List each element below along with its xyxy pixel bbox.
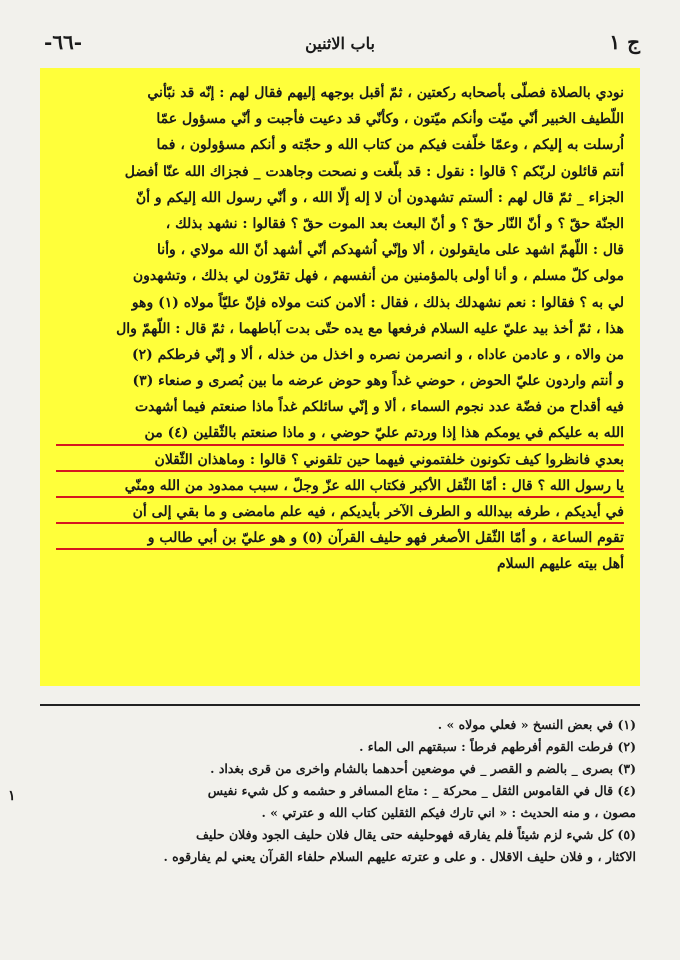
margin-mark: ١: [8, 788, 16, 804]
text-line: فيه أقداح من فضّة عدد نجوم السماء ، ألا و إنّي سائلكم غداً ماذا صنعتم فيما أشهدت: [134, 399, 624, 416]
text-line: الجزاء _ ثمّ قال لهم : ألستم تشهدون أن لا إله إلّا الله ، و أنّي رسول الله إليكم و أنّ: [135, 189, 624, 206]
body-text: [56, 80, 624, 578]
chapter-title: باب الاثنين: [305, 34, 375, 53]
footnote-line: (٤) قال في القاموس الثقل _ محركة _ : متاع المسافر و حشمه و كل شيء نفيس: [207, 783, 636, 798]
footnote-line: (٣) بصرى _ بالضم و القصر _ في موضعين أحدهما بالشام واخرى من قرى بغداد .: [210, 761, 636, 776]
text-line: الجنّة حقّ ؟ و أنّ النّار حقّ ؟ و أنّ البعث بعد الموت حقّ ؟ فقالوا : نشهد بذلك ،: [165, 215, 624, 232]
highlighted-text-block: [40, 68, 640, 686]
text-line: لي به ؟ فقالوا : نعم نشهدلك بذلك ، فقال : ألامن كنت مولاه فإنّ عليّاً مولاه (١) وهو: [131, 294, 624, 311]
footnotes: [58, 714, 636, 868]
footnote-line: (١) في بعض النسخ « فعلي مولاه » .: [437, 717, 636, 732]
underlined-text-line: بعدي فانظروا كيف تكونون خلفتموني فيهما حين تلقوني ؟ قالوا : وماهذان الثّقلان: [56, 447, 624, 473]
footnote-line: مصون ، و منه الحديث : « اني تارك فيكم الثقلين كتاب الله و عترتي » .: [261, 805, 636, 820]
text-line: أهل بيته عليهم السلام: [497, 556, 624, 573]
text-line: من والاه ، و عادمن عاداه ، و انصرمن نصره و اخذل من خذله ، ألا و إنّي فرطكم (٢): [131, 346, 624, 363]
page-number: -٦٦-: [44, 30, 83, 54]
text-line: قال : اللّهمّ اشهد على مايقولون ، ألا وإنّي اُشهدكم أنّي أشهد أنّ الله مولاي ، وأنا: [156, 242, 624, 259]
underlined-text-line: الله به عليكم في يومكم هذا إذا وردتم عليّ حوضي ، و ماذا صنعتم بالثّقلين (٤) من: [56, 420, 624, 446]
text-line: هذا ، ثمّ أخذ بيد عليّ عليه السلام فرفعها مع يده حتّى بدت آباطهما ، ثمّ قال : اللّهمّ وال: [116, 320, 624, 337]
text-line: مولى كلّ مسلم ، و أنا أولى بالمؤمنين من أنفسهم ، فهل تقرّون لي بذلك ، وتشهدون: [132, 268, 624, 285]
footnote-line: (٥) كل شيء لزم شيئاً فلم يفارقه فهوحليفه حتى يقال فلان حليف الجود وفلان حليف: [196, 827, 636, 842]
text-line: اللّطيف الخبير أنّي ميّت وأنكم ميّتون ، وكأنّي قد دعيت فأجبت و أنّي مسؤول عمّا: [156, 111, 624, 128]
text-line: اُرسلت به إليكم ، وعمّا خلّفت فيكم من كتاب الله و حجّته و أنكم مسؤولون ، فما: [156, 137, 624, 154]
text-line: و أنتم واردون عليّ الحوض ، حوضي غداً وهو حوض عرضه ما بين بُصرى و صنعاء (٣): [132, 373, 624, 390]
footnote-line: الاكثار ، و فلان حليف الاقلال . و على و عترته عليهم السلام حلفاء القرآن يعني لم يفارقوه .: [163, 849, 636, 864]
text-line: نودي بالصلاة فصلّى بأصحابه ركعتين ، ثمّ أقبل بوجهه إليهم فقال لهم : إنّه قد نبّأني: [147, 85, 624, 101]
footnote-separator: [40, 704, 640, 706]
text-line: أنتم قائلون لربّكم ؟ قالوا : نقول : قد بلّغت و نصحت وجاهدت _ فجزاك الله عنّا أفضل: [124, 163, 624, 180]
underlined-text-line: تقوم الساعة ، و أمّا الثّقل الأصغر فهو حليف القرآن (٥) و هو عليّ بن أبي طالب و: [56, 525, 624, 551]
footnote-line: (٢) فرطت القوم أفرطهم فرطاً : سبقتهم الى الماء .: [359, 739, 636, 754]
underlined-text-line: في أيديكم ، طرفه بيدالله و الطرف الآخر بأيديكم ، فيه علم مامضى و ما بقي إلى أن: [56, 499, 624, 525]
volume-label: ج ١: [609, 30, 640, 54]
page-header: [40, 28, 640, 60]
underlined-text-line: يا رسول الله ؟ قال : أمّا الثّقل الأكبر فكتاب الله عزّ وجلّ ، سبب ممدود من الله ومنّي: [56, 473, 624, 499]
